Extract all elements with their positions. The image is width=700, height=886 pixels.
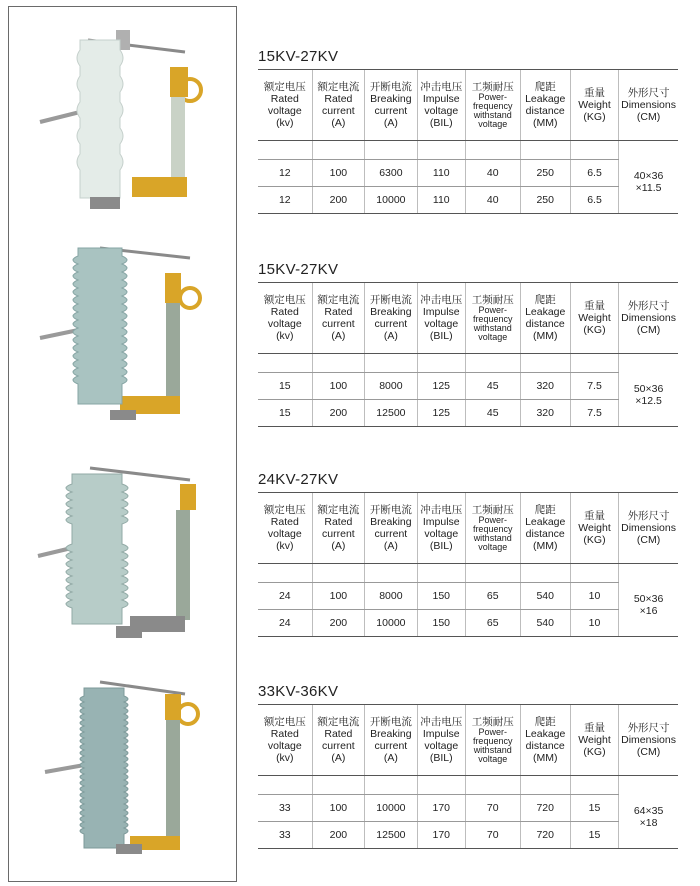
spacer-cell — [520, 141, 570, 160]
table-cell: 8000 — [365, 583, 418, 610]
table-cell: 15 — [570, 822, 618, 849]
table-cell: 33 — [258, 795, 312, 822]
spacer-cell — [258, 354, 312, 373]
table-cell: 100 — [312, 795, 365, 822]
table-header-row — [258, 705, 678, 776]
table-cell: 125 — [417, 373, 465, 400]
col-header-dimensions: 外形尺寸 Dimensions (CM) — [619, 493, 678, 564]
col-header-weight: 重量 Weight (KG) — [570, 283, 618, 354]
table-cell: 40 — [465, 187, 520, 214]
spacer-cell — [619, 564, 678, 583]
table-cell: 45 — [465, 400, 520, 427]
col-header-current: 额定电流 Rated current (A) — [312, 705, 365, 776]
spacer-cell — [365, 776, 418, 795]
table-cell: 110 — [417, 160, 465, 187]
table-cell: 150 — [417, 610, 465, 637]
table-row — [258, 795, 678, 822]
table-cell: 24 — [258, 610, 312, 637]
table-cell: 10000 — [365, 610, 418, 637]
spacer-cell — [570, 354, 618, 373]
table-cell: 12 — [258, 160, 312, 187]
col-header-weight: 重量 Weight (KG) — [570, 705, 618, 776]
table-spacer-row — [258, 141, 678, 160]
table-row — [258, 373, 678, 400]
table-cell: 12500 — [365, 822, 418, 849]
col-header-leakage: 爬距 Leakage distance (MM) — [520, 70, 570, 141]
spacer-cell — [417, 564, 465, 583]
col-header-current: 额定电流 Rated current (A) — [312, 283, 365, 354]
col-header-dimensions: 外形尺寸 Dimensions (CM) — [619, 70, 678, 141]
col-header-power: 工频耐压 Power- frequency withstand voltage — [465, 705, 520, 776]
table-cell: 720 — [520, 795, 570, 822]
col-header-voltage: 额定电压 Rated voltage (kv) — [258, 283, 312, 354]
spacer-cell — [619, 141, 678, 160]
table-row — [258, 400, 678, 427]
fuse-cutout-image-1 — [20, 12, 220, 212]
table-row — [258, 583, 678, 610]
col-header-voltage: 额定电压 Rated voltage (kv) — [258, 493, 312, 564]
spacer-cell — [312, 141, 365, 160]
table-cell: 125 — [417, 400, 465, 427]
spacer-cell — [417, 776, 465, 795]
col-header-leakage: 爬距 Leakage distance (MM) — [520, 283, 570, 354]
spec-section-2 — [258, 258, 678, 427]
table-cell: 320 — [520, 373, 570, 400]
spec-table — [258, 704, 678, 849]
col-header-breaking: 开断电流 Breaking current (A) — [365, 493, 418, 564]
col-header-current: 额定电流 Rated current (A) — [312, 493, 365, 564]
spacer-cell — [619, 354, 678, 373]
table-cell: 10 — [570, 610, 618, 637]
spec-section-4 — [258, 680, 678, 849]
spacer-cell — [465, 354, 520, 373]
table-cell: 150 — [417, 583, 465, 610]
spacer-cell — [365, 141, 418, 160]
spec-section-1 — [258, 45, 678, 214]
spec-section-3 — [258, 468, 678, 637]
col-header-impulse: 冲击电压 Impulse voltage (BIL) — [417, 283, 465, 354]
table-row — [258, 187, 678, 214]
spacer-cell — [417, 354, 465, 373]
col-header-impulse: 冲击电压 Impulse voltage (BIL) — [417, 705, 465, 776]
col-header-power: 工频耐压 Power- frequency withstand voltage — [465, 493, 520, 564]
fuse-cutout-image-4 — [20, 660, 220, 860]
table-cell: 70 — [465, 795, 520, 822]
table-cell: 15 — [258, 373, 312, 400]
table-cell: 200 — [312, 187, 365, 214]
spec-table — [258, 492, 678, 637]
spacer-cell — [465, 141, 520, 160]
spacer-cell — [365, 354, 418, 373]
table-cell: 15 — [570, 795, 618, 822]
table-cell: 110 — [417, 187, 465, 214]
table-row — [258, 822, 678, 849]
spacer-cell — [312, 354, 365, 373]
table-cell: 10 — [570, 583, 618, 610]
spec-table — [258, 69, 678, 214]
table-header-row — [258, 493, 678, 564]
table-cell: 33 — [258, 822, 312, 849]
col-header-leakage: 爬距 Leakage distance (MM) — [520, 705, 570, 776]
table-cell: 540 — [520, 610, 570, 637]
table-cell: 250 — [520, 187, 570, 214]
col-header-weight: 重量 Weight (KG) — [570, 70, 618, 141]
spacer-cell — [465, 564, 520, 583]
col-header-breaking: 开断电流 Breaking current (A) — [365, 705, 418, 776]
table-cell: 170 — [417, 822, 465, 849]
spacer-cell — [520, 564, 570, 583]
table-cell: 7.5 — [570, 400, 618, 427]
section-title: 24KV-27KV — [258, 471, 339, 488]
table-cell: 100 — [312, 583, 365, 610]
table-cell: 250 — [520, 160, 570, 187]
col-header-impulse: 冲击电压 Impulse voltage (BIL) — [417, 493, 465, 564]
spacer-cell — [312, 564, 365, 583]
table-spacer-row — [258, 354, 678, 373]
table-cell: 100 — [312, 373, 365, 400]
col-header-leakage: 爬距 Leakage distance (MM) — [520, 493, 570, 564]
table-cell: 8000 — [365, 373, 418, 400]
spacer-cell — [570, 564, 618, 583]
table-cell: 65 — [465, 610, 520, 637]
dimensions-cell: 50×36 ×16 — [619, 583, 678, 637]
table-cell: 12 — [258, 187, 312, 214]
table-cell: 7.5 — [570, 373, 618, 400]
table-row — [258, 610, 678, 637]
table-header-row — [258, 70, 678, 141]
col-header-impulse: 冲击电压 Impulse voltage (BIL) — [417, 70, 465, 141]
spacer-cell — [570, 141, 618, 160]
col-header-power: 工频耐压 Power- frequency withstand voltage — [465, 283, 520, 354]
table-cell: 70 — [465, 822, 520, 849]
dimensions-cell: 64×35 ×18 — [619, 795, 678, 849]
table-cell: 200 — [312, 610, 365, 637]
col-header-dimensions: 外形尺寸 Dimensions (CM) — [619, 283, 678, 354]
table-cell: 6.5 — [570, 160, 618, 187]
spacer-cell — [619, 776, 678, 795]
spacer-cell — [465, 776, 520, 795]
table-cell: 200 — [312, 822, 365, 849]
table-cell: 12500 — [365, 400, 418, 427]
table-cell: 24 — [258, 583, 312, 610]
table-cell: 170 — [417, 795, 465, 822]
col-header-voltage: 额定电压 Rated voltage (kv) — [258, 70, 312, 141]
spacer-cell — [312, 776, 365, 795]
spacer-cell — [520, 354, 570, 373]
col-header-current: 额定电流 Rated current (A) — [312, 70, 365, 141]
table-cell: 15 — [258, 400, 312, 427]
spacer-cell — [258, 564, 312, 583]
section-title: 15KV-27KV — [258, 261, 339, 278]
table-cell: 6300 — [365, 160, 418, 187]
col-header-breaking: 开断电流 Breaking current (A) — [365, 70, 418, 141]
spacer-cell — [520, 776, 570, 795]
dimensions-cell: 50×36 ×12.5 — [619, 373, 678, 427]
spacer-cell — [365, 564, 418, 583]
table-header-row — [258, 283, 678, 354]
dimensions-cell: 40×36 ×11.5 — [619, 160, 678, 214]
section-title: 33KV-36KV — [258, 683, 339, 700]
table-cell: 45 — [465, 373, 520, 400]
table-cell: 720 — [520, 822, 570, 849]
col-header-weight: 重量 Weight (KG) — [570, 493, 618, 564]
table-spacer-row — [258, 564, 678, 583]
col-header-power: 工频耐压 Power- frequency withstand voltage — [465, 70, 520, 141]
col-header-voltage: 额定电压 Rated voltage (kv) — [258, 705, 312, 776]
fuse-cutout-image-2 — [20, 228, 220, 428]
table-cell: 200 — [312, 400, 365, 427]
table-cell: 540 — [520, 583, 570, 610]
table-cell: 65 — [465, 583, 520, 610]
table-cell: 40 — [465, 160, 520, 187]
table-cell: 10000 — [365, 795, 418, 822]
table-cell: 10000 — [365, 187, 418, 214]
col-header-dimensions: 外形尺寸 Dimensions (CM) — [619, 705, 678, 776]
table-cell: 320 — [520, 400, 570, 427]
fuse-cutout-image-3 — [20, 444, 220, 644]
spacer-cell — [570, 776, 618, 795]
spacer-cell — [258, 776, 312, 795]
spec-table — [258, 282, 678, 427]
table-spacer-row — [258, 776, 678, 795]
table-row — [258, 160, 678, 187]
section-title: 15KV-27KV — [258, 48, 339, 65]
col-header-breaking: 开断电流 Breaking current (A) — [365, 283, 418, 354]
table-cell: 6.5 — [570, 187, 618, 214]
spacer-cell — [258, 141, 312, 160]
table-cell: 100 — [312, 160, 365, 187]
spacer-cell — [417, 141, 465, 160]
